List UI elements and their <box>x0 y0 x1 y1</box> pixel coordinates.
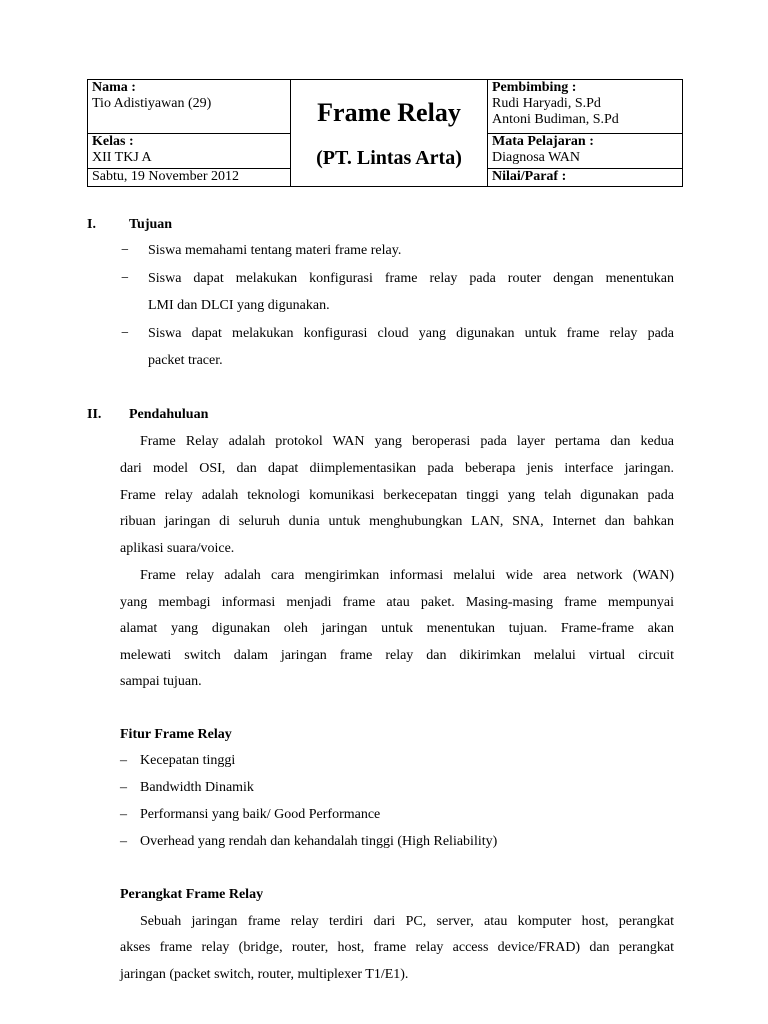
paragraph-line: alamat yang digunakan oleh jaringan untuk menentukan tujuan. Frame-frame akan <box>120 621 674 636</box>
pembimbing-label: Pembimbing : <box>492 80 577 95</box>
list-item: Performansi yang baik/ Good Performance <box>140 807 381 822</box>
list-item: Siswa dapat melakukan konfigurasi frame relay pada router dengan menentukan <box>148 271 674 286</box>
header-table <box>87 79 683 187</box>
list-dash: – <box>120 834 127 849</box>
document-title: Frame Relay <box>317 98 461 127</box>
paragraph-line: yang membagi informasi menjadi frame atau paket. Masing-masing frame mempunyai <box>120 595 674 610</box>
list-dash: – <box>120 807 127 822</box>
list-dash: – <box>120 780 127 795</box>
list-item: Kecepatan tinggi <box>140 753 236 768</box>
title-cell <box>291 80 488 187</box>
list-item: Siswa memahami tentang materi frame relay. <box>148 243 402 258</box>
date-cell <box>88 169 291 187</box>
list-dash: − <box>121 243 129 258</box>
paragraph-line: Frame relay adalah cara mengirimkan informasi melalui wide area network (WAN) <box>140 568 674 583</box>
paragraph-line: ribuan jaringan di seluruh dunia untuk menghubungkan LAN, SNA, Internet dan bahkan <box>120 514 674 529</box>
kelas-cell <box>88 134 291 169</box>
document-subtitle: (PT. Lintas Arta) <box>316 147 462 169</box>
mapel-value: Diagnosa WAN <box>492 150 581 165</box>
paragraph-line: dari model OSI, dan dapat diimplementasikan pada beberapa jenis interface jaringan. <box>120 461 674 476</box>
section-title: Tujuan <box>129 217 173 232</box>
date-value: Sabtu, 19 November 2012 <box>92 169 239 184</box>
paragraph-line: melewati switch dalam jaringan frame relay dan dikirimkan melalui virtual circuit <box>120 648 674 663</box>
list-dash: − <box>121 326 129 341</box>
pembimbing-1: Rudi Haryadi, S.Pd <box>492 96 601 111</box>
list-item-cont: LMI dan DLCI yang digunakan. <box>148 298 330 313</box>
nama-label: Nama : <box>92 80 136 95</box>
list-dash: − <box>121 271 129 286</box>
pembimbing-cell <box>488 80 683 134</box>
kelas-value: XII TKJ A <box>92 150 152 165</box>
list-item: Siswa dapat melakukan konfigurasi cloud yang digunakan untuk frame relay pada <box>148 326 674 341</box>
section-number: I. <box>87 217 96 232</box>
paragraph-line: sampai tujuan. <box>120 674 202 689</box>
list-dash: – <box>120 753 127 768</box>
subheading-perangkat: Perangkat Frame Relay <box>120 887 264 902</box>
list-item-cont: packet tracer. <box>148 353 223 368</box>
section-number: II. <box>87 407 102 422</box>
nama-value: Tio Adistiyawan (29) <box>92 96 212 111</box>
paragraph-line: akses frame relay (bridge, router, host, frame relay access device/FRAD) dan perangkat <box>120 940 674 955</box>
nama-cell <box>88 80 291 134</box>
paragraph-line: Frame Relay adalah protokol WAN yang beroperasi pada layer pertama dan kedua <box>140 434 674 449</box>
mapel-label: Mata Pelajaran : <box>492 134 594 149</box>
list-item: Overhead yang rendah dan kehandalah tinggi (High Reliability) <box>140 834 498 849</box>
section-title: Pendahuluan <box>129 407 209 422</box>
paragraph-line: jaringan (packet switch, router, multiplexer T1/E1). <box>120 967 409 982</box>
subheading-fitur: Fitur Frame Relay <box>120 727 232 742</box>
nilai-label: Nilai/Paraf : <box>492 169 567 184</box>
paragraph-line: aplikasi suara/voice. <box>120 541 235 556</box>
paragraph-line: Sebuah jaringan frame relay terdiri dari PC, server, atau komputer host, perangkat <box>140 914 674 929</box>
paragraph-line: Frame relay adalah teknologi komunikasi berkecepatan tinggi yang telah digunakan pada <box>120 488 674 503</box>
mapel-cell <box>488 134 683 169</box>
pembimbing-2: Antoni Budiman, S.Pd <box>492 112 619 127</box>
nilai-cell <box>488 169 683 187</box>
kelas-label: Kelas : <box>92 134 134 149</box>
list-item: Bandwidth Dinamik <box>140 780 254 795</box>
